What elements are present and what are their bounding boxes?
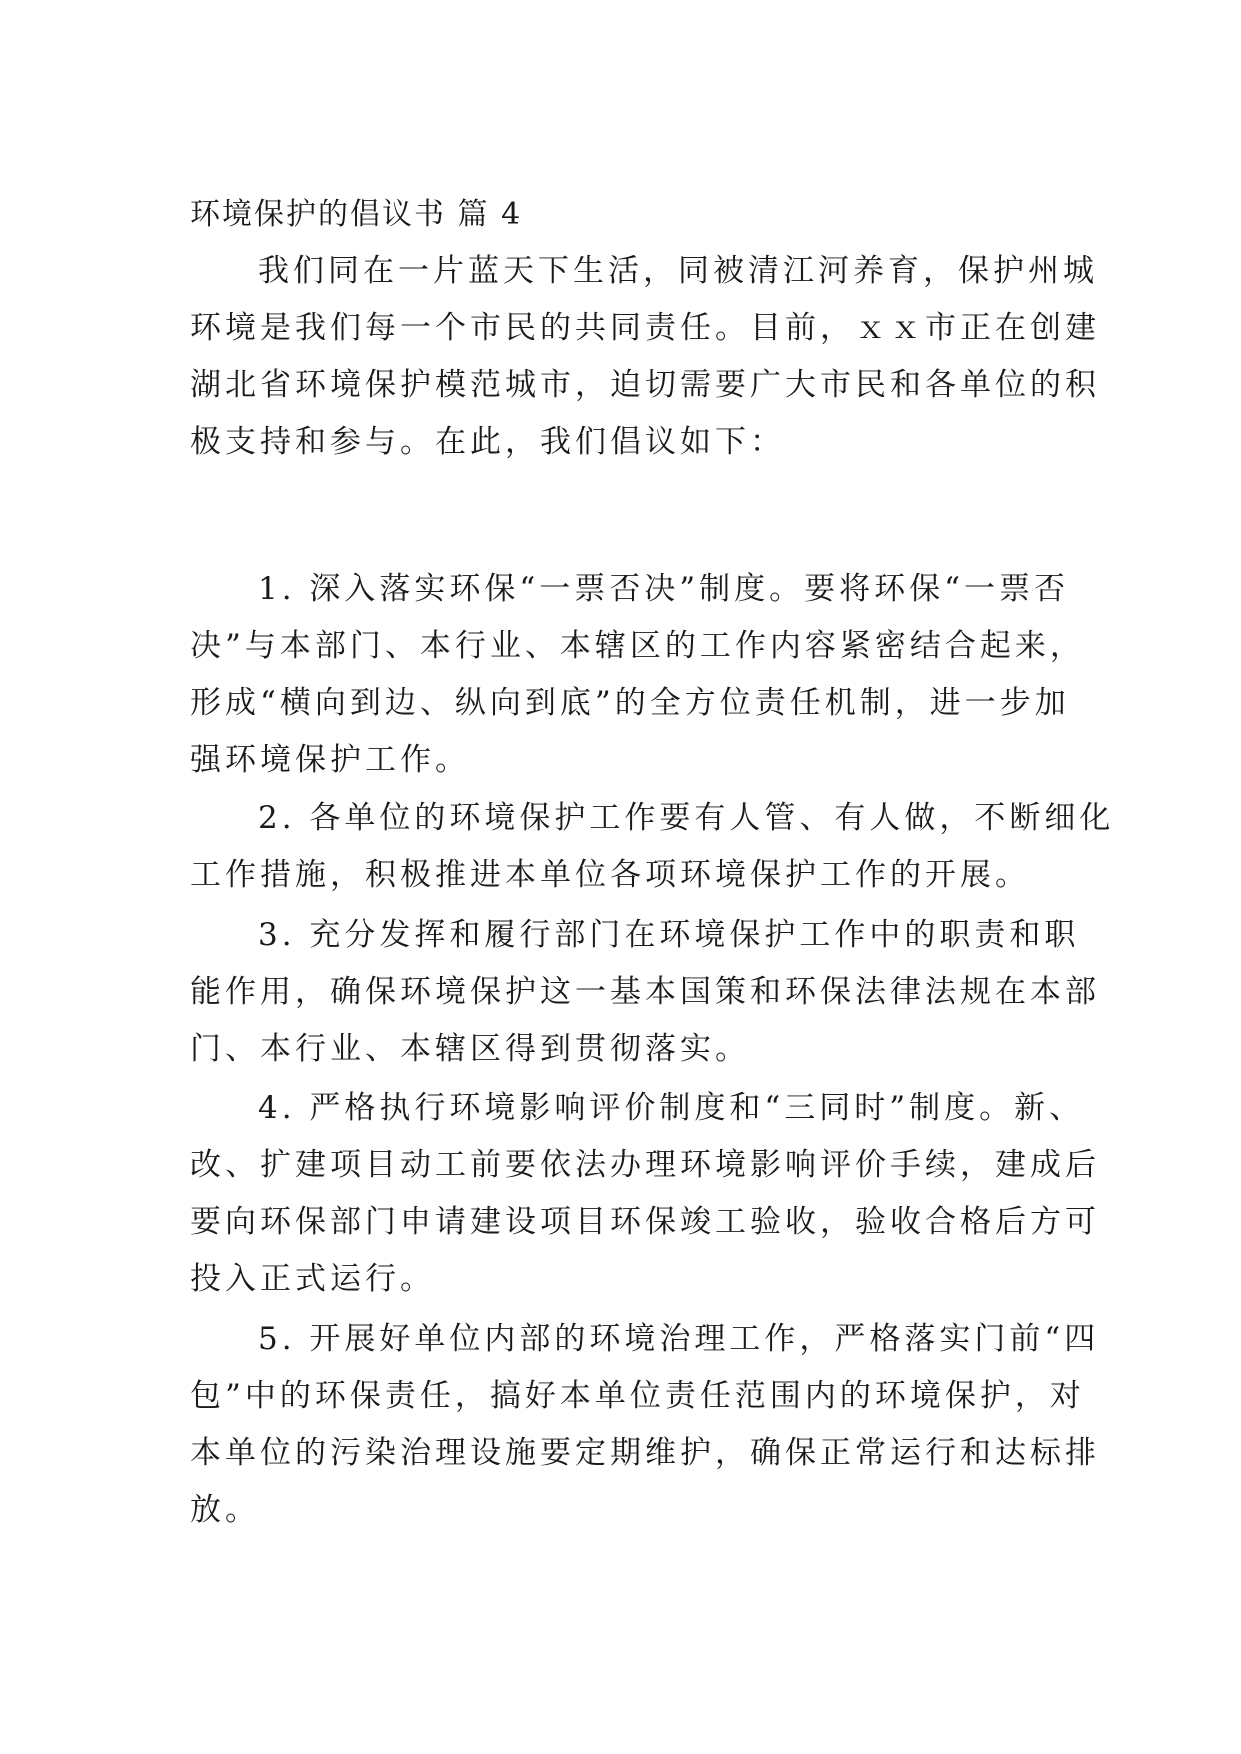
intro-line: 极支持和参与。在此，我们倡议如下： [190, 424, 785, 460]
item-1-line: 决”与本部门、本行业、本辖区的工作内容紧密结合起来， [190, 628, 1085, 664]
item-5-line: 放。 [190, 1492, 260, 1528]
intro-line: 环境是我们每一个市民的共同责任。目前，ｘｘ市正在创建 [190, 310, 1100, 346]
item-4-line: 要向环保部门申请建设项目环保竣工验收，验收合格后方可 [190, 1204, 1100, 1240]
item-5-line: 包”中的环保责任，搞好本单位责任范围内的环境保护，对 [190, 1378, 1085, 1414]
item-1-line: 形成“横向到边、纵向到底”的全方位责任机制，进一步加 [190, 685, 1070, 721]
intro-line: 湖北省环境保护模范城市，迫切需要广大市民和各单位的积 [190, 367, 1100, 403]
item-2-line: 2. 各单位的环境保护工作要有人管、有人做，不断细化 [258, 800, 1115, 836]
item-3-line: 3. 充分发挥和履行部门在环境保护工作中的职责和职 [258, 917, 1080, 953]
item-4-line: 投入正式运行。 [190, 1261, 435, 1297]
item-4-line: 改、扩建项目动工前要依法办理环境影响评价手续，建成后 [190, 1147, 1100, 1183]
item-2-line: 工作措施，积极推进本单位各项环境保护工作的开展。 [190, 857, 1030, 893]
item-1-line: 强环境保护工作。 [190, 742, 470, 778]
item-4-line: 4. 严格执行环境影响评价制度和“三同时”制度。新、 [258, 1090, 1085, 1126]
intro-line: 我们同在一片蓝天下生活，同被清江河养育，保护州城 [258, 253, 1098, 289]
item-5-line: 本单位的污染治理设施要定期维护，确保正常运行和达标排 [190, 1435, 1100, 1471]
item-1-line: 1. 深入落实环保“一票否决”制度。要将环保“一票否 [258, 571, 1069, 607]
item-5-line: 5. 开展好单位内部的环境治理工作，严格落实门前“四 [258, 1321, 1100, 1357]
item-3-line: 能作用，确保环境保护这一基本国策和环保法律法规在本部 [190, 974, 1100, 1010]
document-title: 环境保护的倡议书 篇 4 [190, 197, 523, 232]
item-3-line: 门、本行业、本辖区得到贯彻落实。 [190, 1031, 750, 1067]
